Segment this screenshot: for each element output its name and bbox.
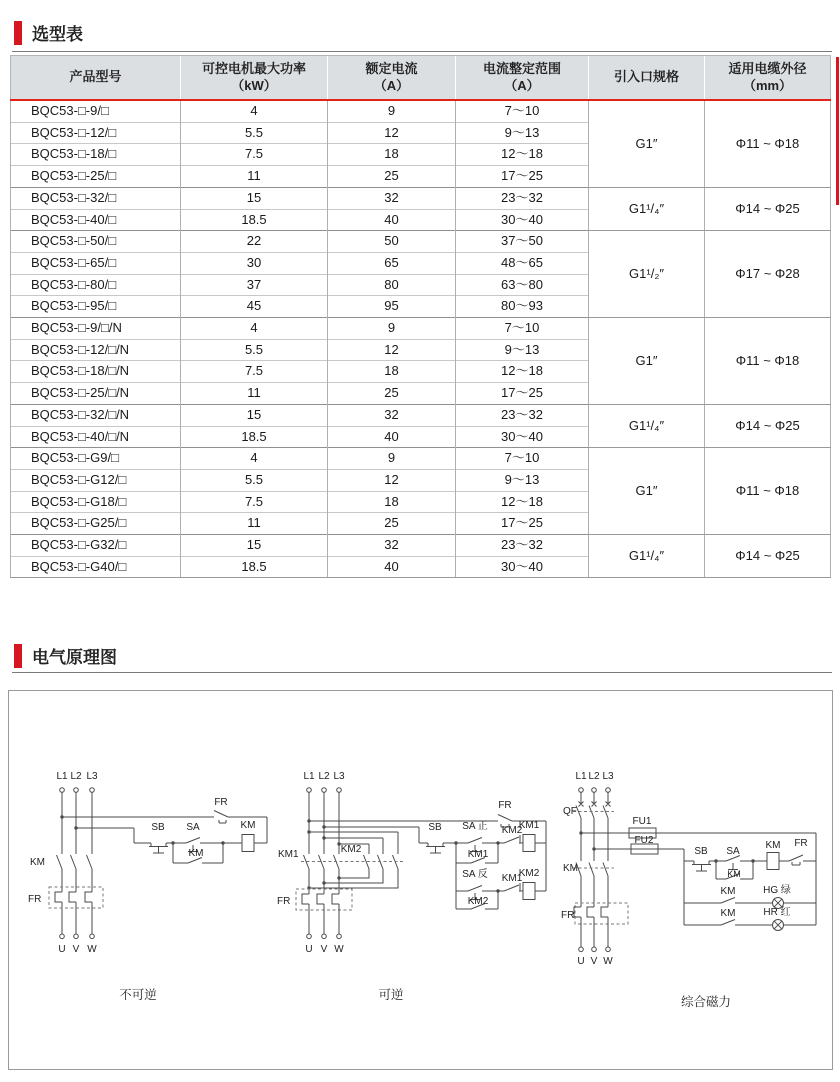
- cell-power: 4: [181, 318, 328, 340]
- cell-range: 17～25: [456, 383, 589, 405]
- cell-model: BQC53-□-40/□: [11, 209, 181, 231]
- schematic-title: [14, 643, 117, 668]
- phase-label: L2: [70, 771, 82, 782]
- model-selection-table: [10, 55, 831, 578]
- cell-power: 18.5: [181, 556, 328, 578]
- cell-power: 45: [181, 296, 328, 318]
- column-header: 适用电缆外径 （mm）: [705, 56, 831, 101]
- cell-cable: Φ17 ~ Φ28: [705, 231, 831, 318]
- cell-power: 30: [181, 252, 328, 274]
- phase-label: L3: [86, 771, 98, 782]
- cell-range: 12～18: [456, 144, 589, 166]
- title-underline: [12, 51, 832, 52]
- cell-current: 12: [328, 339, 456, 361]
- fr-contact-label: FR: [794, 838, 808, 849]
- km-aux-label: KM: [727, 869, 741, 879]
- cell-range: 9～13: [456, 469, 589, 491]
- circuit-diagram-combined: [561, 766, 836, 1016]
- cell-range: 7～10: [456, 100, 589, 122]
- cell-model: BQC53-□-G40/□: [11, 556, 181, 578]
- cell-cable: Φ11 ~ Φ18: [705, 100, 831, 187]
- cell-current: 9: [328, 318, 456, 340]
- red-accent-bar: [14, 21, 22, 45]
- km1-aux-label: KM1: [467, 849, 489, 860]
- power-section: [277, 771, 404, 955]
- contactor-label: KM: [30, 857, 45, 868]
- cell-current: 12: [328, 469, 456, 491]
- cell-current: 32: [328, 404, 456, 426]
- cell-model: BQC53-□-G32/□: [11, 535, 181, 557]
- km2-aux-label: KM2: [467, 896, 489, 907]
- selection-table-title: [14, 20, 83, 45]
- km2-interlock-label: KM2: [501, 825, 523, 836]
- cell-model: BQC53-□-G9/□: [11, 448, 181, 470]
- cell-range: 12～18: [456, 491, 589, 513]
- terminal-label: W: [334, 944, 344, 955]
- cell-power: 18.5: [181, 426, 328, 448]
- schematic-title-text: 电气原理图: [32, 648, 117, 667]
- circuit-caption: 可逆: [378, 988, 404, 1002]
- cell-range: 48～65: [456, 252, 589, 274]
- km1-coil: [523, 835, 535, 852]
- km2-coil-label: KM2: [518, 868, 540, 879]
- cell-model: BQC53-□-18/□/N: [11, 361, 181, 383]
- cell-model: BQC53-□-G18/□: [11, 491, 181, 513]
- red-lamp-label: HR 红: [763, 907, 791, 918]
- title-underline: [12, 672, 832, 673]
- cell-power: 11: [181, 383, 328, 405]
- circuit-caption: 不可逆: [119, 988, 157, 1002]
- cell-inlet: G1″: [589, 100, 705, 187]
- cell-power: 4: [181, 100, 328, 122]
- cell-current: 18: [328, 144, 456, 166]
- cell-current: 18: [328, 361, 456, 383]
- km-aux-label: KM: [188, 848, 204, 859]
- cell-model: BQC53-□-25/□: [11, 166, 181, 188]
- start-button-label: SA: [726, 846, 740, 857]
- km-coil-label: KM: [765, 840, 781, 851]
- green-lamp-label: HG 绿: [763, 885, 791, 896]
- table-row: [11, 231, 831, 253]
- cell-current: 32: [328, 535, 456, 557]
- cell-inlet: G1″: [589, 318, 705, 405]
- fuse1-label: FU1: [632, 816, 652, 827]
- cell-model: BQC53-□-G12/□: [11, 469, 181, 491]
- cell-current: 25: [328, 513, 456, 535]
- cell-cable: Φ14 ~ Φ25: [705, 535, 831, 578]
- column-header: 电流整定范围 （A）: [456, 56, 589, 101]
- cell-model: BQC53-□-12/□/N: [11, 339, 181, 361]
- contactor1-label: KM1: [278, 849, 299, 860]
- cell-model: BQC53-□-50/□: [11, 231, 181, 253]
- thermal-relay-label: FR: [561, 910, 575, 921]
- circuit-caption: 综合磁力: [680, 995, 732, 1009]
- km-coil: [242, 835, 254, 852]
- km1-coil-label: KM1: [518, 820, 540, 831]
- column-header: 产品型号: [11, 56, 181, 101]
- thermal-relay-label: FR: [277, 896, 291, 907]
- column-header: 引入口规格: [589, 56, 705, 101]
- cell-power: 5.5: [181, 469, 328, 491]
- cell-range: 30～40: [456, 426, 589, 448]
- km1-interlock-label: KM1: [501, 873, 523, 884]
- cell-inlet: G1″: [589, 448, 705, 535]
- thermal-relay-label: FR: [28, 894, 42, 905]
- cell-current: 12: [328, 122, 456, 144]
- cell-current: 32: [328, 187, 456, 209]
- cell-power: 5.5: [181, 339, 328, 361]
- red-accent-bar: [14, 644, 22, 668]
- start-button-label: SA: [186, 822, 200, 833]
- cell-cable: Φ14 ~ Φ25: [705, 404, 831, 447]
- cell-model: BQC53-□-G25/□: [11, 513, 181, 535]
- forward-button-label: SA 正: [462, 821, 488, 832]
- km-coil: [767, 853, 779, 870]
- cell-power: 15: [181, 535, 328, 557]
- selection-table: [10, 55, 830, 578]
- circuit-diagram-reversible: [276, 766, 556, 1011]
- control-section: [579, 816, 816, 931]
- stop-button-label: SB: [428, 822, 442, 833]
- phase-label: L3: [602, 771, 614, 782]
- terminal-label: V: [320, 944, 328, 955]
- circuit-diagram-nonreversible: [26, 766, 276, 1011]
- table-row: [11, 448, 831, 470]
- cell-range: 23～32: [456, 404, 589, 426]
- fuse2-label: FU2: [634, 835, 654, 846]
- cell-current: 65: [328, 252, 456, 274]
- circuit-reversible: [276, 766, 556, 1016]
- cell-current: 40: [328, 426, 456, 448]
- page-edge-red-line: [836, 57, 839, 205]
- cell-range: 30～40: [456, 209, 589, 231]
- cell-range: 80～93: [456, 296, 589, 318]
- cell-range: 12～18: [456, 361, 589, 383]
- power-section: [561, 771, 628, 967]
- cell-range: 7～10: [456, 318, 589, 340]
- selection-table-title-text: 选型表: [32, 25, 83, 44]
- contactor-label: KM: [563, 863, 578, 874]
- cell-model: BQC53-□-32/□/N: [11, 404, 181, 426]
- cell-model: BQC53-□-9/□/N: [11, 318, 181, 340]
- cell-current: 25: [328, 383, 456, 405]
- cell-cable: Φ11 ~ Φ18: [705, 448, 831, 535]
- cell-current: 40: [328, 209, 456, 231]
- table-row: [11, 535, 831, 557]
- cell-current: 9: [328, 448, 456, 470]
- stop-button-label: SB: [694, 846, 708, 857]
- column-header: 额定电流 （A）: [328, 56, 456, 101]
- cell-current: 40: [328, 556, 456, 578]
- cell-power: 7.5: [181, 144, 328, 166]
- cell-range: 63～80: [456, 274, 589, 296]
- cell-model: BQC53-□-18/□: [11, 144, 181, 166]
- column-header: 可控电机最大功率 （kW）: [181, 56, 328, 101]
- cell-power: 18.5: [181, 209, 328, 231]
- cell-range: 9～13: [456, 122, 589, 144]
- table-row: [11, 404, 831, 426]
- phase-label: L1: [575, 771, 587, 782]
- table-row: [11, 318, 831, 340]
- cell-current: 50: [328, 231, 456, 253]
- cell-range: 23～32: [456, 535, 589, 557]
- cell-power: 4: [181, 448, 328, 470]
- km-lamp-contact-label: KM: [720, 886, 736, 897]
- phase-label: L1: [303, 771, 315, 782]
- cell-current: 18: [328, 491, 456, 513]
- cell-inlet: G1¹/₄″: [589, 404, 705, 447]
- reverse-button-label: SA 反: [462, 869, 488, 880]
- cell-inlet: G1¹/₄″: [589, 187, 705, 230]
- cell-cable: Φ11 ~ Φ18: [705, 318, 831, 405]
- stop-button-label: SB: [151, 822, 165, 833]
- phase-label: L2: [588, 771, 600, 782]
- phase-label: L3: [333, 771, 345, 782]
- circuit-combined: [561, 766, 836, 1021]
- fr-contact-label: FR: [214, 797, 228, 808]
- cell-power: 7.5: [181, 361, 328, 383]
- cell-model: BQC53-□-40/□/N: [11, 426, 181, 448]
- cell-range: 17～25: [456, 513, 589, 535]
- cell-power: 11: [181, 513, 328, 535]
- terminal-label: U: [58, 944, 66, 955]
- terminal-label: W: [603, 956, 613, 967]
- km2-coil: [523, 883, 535, 900]
- breaker-label: QF: [563, 806, 577, 817]
- cell-range: 30～40: [456, 556, 589, 578]
- table-row: [11, 187, 831, 209]
- schematic-panel: [8, 690, 833, 1070]
- terminal-label: U: [577, 956, 585, 967]
- cell-power: 15: [181, 404, 328, 426]
- cell-model: BQC53-□-95/□: [11, 296, 181, 318]
- contactor2-label: KM2: [340, 844, 362, 855]
- km-lamp-contact-label: KM: [720, 908, 736, 919]
- control-section: [60, 797, 267, 863]
- cell-model: BQC53-□-65/□: [11, 252, 181, 274]
- cell-range: 7～10: [456, 448, 589, 470]
- cell-range: 23～32: [456, 187, 589, 209]
- cell-current: 9: [328, 100, 456, 122]
- terminal-label: W: [87, 944, 97, 955]
- cell-current: 25: [328, 166, 456, 188]
- cell-power: 37: [181, 274, 328, 296]
- km-coil-label: KM: [240, 820, 256, 831]
- cell-inlet: G1¹/₂″: [589, 231, 705, 318]
- cell-current: 80: [328, 274, 456, 296]
- cell-cable: Φ14 ~ Φ25: [705, 187, 831, 230]
- cell-power: 22: [181, 231, 328, 253]
- cell-power: 5.5: [181, 122, 328, 144]
- power-section: [28, 771, 103, 955]
- fr-contact-label: FR: [498, 800, 512, 811]
- cell-model: BQC53-□-9/□: [11, 100, 181, 122]
- terminal-label: V: [72, 944, 80, 955]
- cell-model: BQC53-□-12/□: [11, 122, 181, 144]
- table-header-row: [11, 56, 831, 101]
- table-row: [11, 100, 831, 122]
- terminal-label: U: [305, 944, 313, 955]
- cell-model: BQC53-□-32/□: [11, 187, 181, 209]
- cell-power: 15: [181, 187, 328, 209]
- cell-model: BQC53-□-25/□/N: [11, 383, 181, 405]
- cell-inlet: G1¹/₄″: [589, 535, 705, 578]
- terminal-label: V: [590, 956, 598, 967]
- cell-range: 9～13: [456, 339, 589, 361]
- cell-range: 37～50: [456, 231, 589, 253]
- circuit-nonreversible: [26, 766, 276, 1016]
- cell-power: 7.5: [181, 491, 328, 513]
- cell-power: 11: [181, 166, 328, 188]
- cell-current: 95: [328, 296, 456, 318]
- cell-range: 17～25: [456, 166, 589, 188]
- cell-model: BQC53-□-80/□: [11, 274, 181, 296]
- phase-label: L2: [318, 771, 330, 782]
- phase-label: L1: [56, 771, 68, 782]
